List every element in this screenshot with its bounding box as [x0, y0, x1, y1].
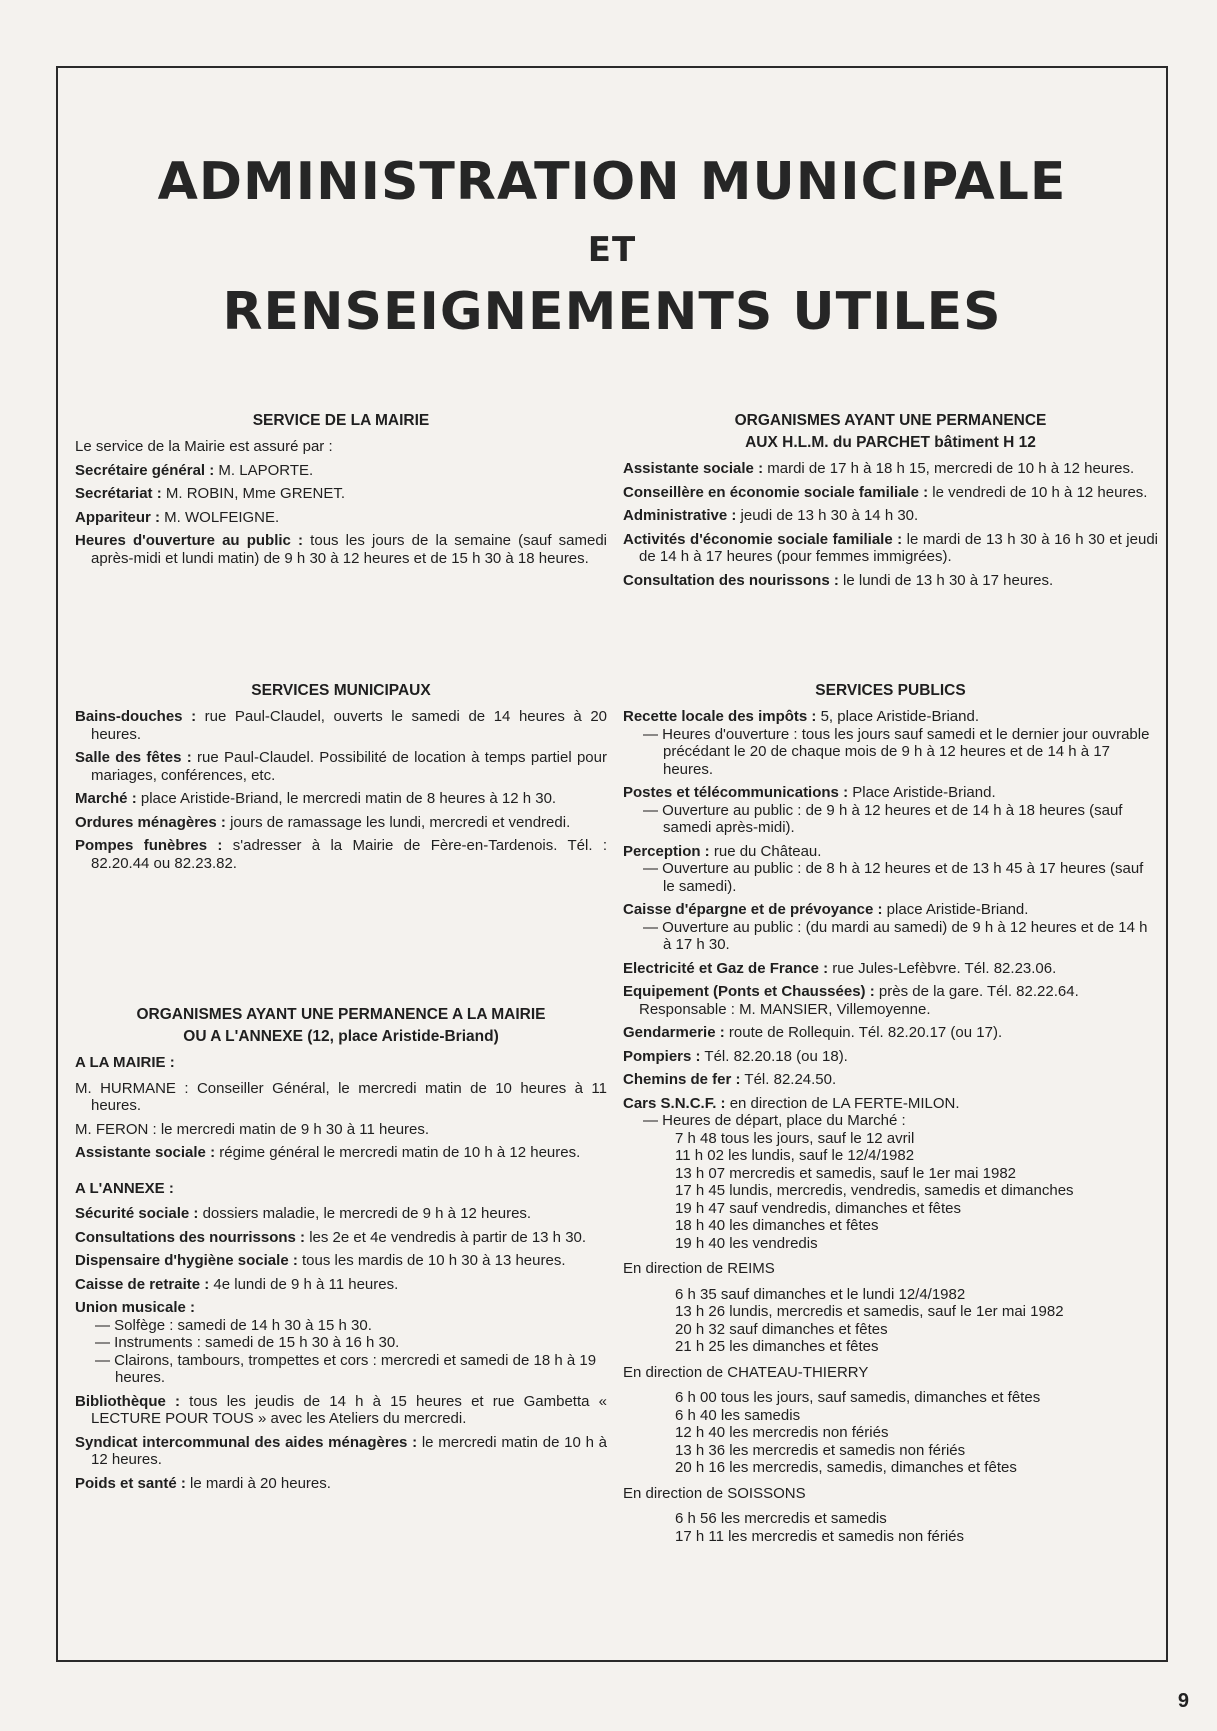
municipal-service-item: Bains-douches : rue Paul-Claudel, ouverts le samedi de 14 heures à 20 heures. — [75, 708, 607, 743]
departure-time: 20 h 32 sauf dimanches et fêtes — [675, 1320, 888, 1338]
entry-recette-detail: — Heures d'ouverture : tous les jours sauf samedi et le dernier jour ouvrable précédant le 20 de chaque mois de 9 h à 12 heures et de 14 h à 17 heures. — [643, 725, 1150, 778]
departure-time: 13 h 07 mercredis et samedis, sauf le 1er mai 1982 — [675, 1164, 1017, 1182]
annexe-permanence-item: Bibliothèque : tous les jeudis de 14 h à 15 heures et rue Gambetta « LECTURE POUR TOUS » avec les Ateliers du mercredi. — [75, 1392, 607, 1427]
section-heading: SERVICES PUBLICS — [815, 682, 966, 699]
annexe-permanence-item: Poids et santé : le mardi à 20 heures. — [75, 1474, 331, 1492]
entry-postes-detail: — Ouverture au public : de 9 h à 12 heures et de 14 h à 18 heures (sauf samedi après-midi). — [643, 801, 1123, 836]
page-title-line1: ADMINISTRATION MUNICIPALE — [157, 152, 1067, 212]
entry-perception: Perception : rue du Château. — [623, 842, 822, 860]
section-services-publics — [623, 680, 1158, 1545]
mairie-intro: Le service de la Mairie est assuré par : — [75, 438, 333, 455]
subheading-a-l-annexe: A L'ANNEXE : — [75, 1179, 174, 1197]
section-heading: ORGANISMES AYANT UNE PERMANENCE A LA MAIRIE — [136, 1006, 546, 1023]
departure-time: 6 h 35 sauf dimanches et le lundi 12/4/1982 — [675, 1285, 966, 1303]
direction-reims: En direction de REIMS — [623, 1260, 775, 1277]
hlm-item: Activités d'économie sociale familiale : le mardi de 13 h 30 à 16 h 30 et jeudi de 14 h à 17 heures (pour femmes immigrées). — [623, 530, 1158, 565]
hlm-item: Assistante sociale : mardi de 17 h à 18 h 15, mercredi de 10 h à 12 heures. — [623, 460, 1135, 477]
section-permanence-mairie — [75, 1004, 607, 1498]
section-heading: ORGANISMES AYANT UNE PERMANENCE — [734, 412, 1047, 429]
mairie-item: Heures d'ouverture au public : tous les jours de la semaine (sauf samedi après-midi et lundi matin) de 9 h 30 à 12 heures et de 15 h 30 à 18 heures. — [75, 532, 608, 567]
entry-caisse-detail: — Ouverture au public : (du mardi au samedi) de 9 h à 12 heures et de 14 h à 17 h 30. — [643, 918, 1148, 953]
entry-cars: Cars S.N.C.F. : en direction de LA FERTE-MILON. — [623, 1094, 960, 1112]
section-heading-2: OU A L'ANNEXE (12, place Aristide-Briand) — [183, 1028, 499, 1045]
departure-time: 18 h 40 les dimanches et fêtes — [675, 1217, 879, 1234]
annexe-permanence-item: Caisse de retraite : 4e lundi de 9 h à 11 heures. — [75, 1275, 399, 1293]
departure-time: 11 h 02 les lundis, sauf le 12/4/1982 — [675, 1147, 915, 1164]
entry-equipement: Equipement (Ponts et Chaussées) : près de la gare. Tél. 82.22.64. — [623, 983, 1079, 1000]
municipal-service-item: Pompes funèbres : s'adresser à la Mairie de Fère-en-Tardenois. Tél. : 82.20.44 ou 82.23.82. — [75, 837, 608, 872]
annexe-permanence-item: Syndicat intercommunal des aides ménagères : le mercredi matin de 10 h à 12 heures. — [75, 1433, 607, 1468]
section-hlm — [623, 410, 1158, 595]
direction-soissons: En direction de SOISSONS — [623, 1484, 806, 1502]
departure-time: 7 h 48 tous les jours, sauf le 12 avril — [675, 1129, 915, 1147]
entry-edf: Electricité et Gaz de France : rue Jules-Lefèbvre. Tél. 82.23.06. — [623, 959, 1057, 977]
mairie-permanence-item: Assistante sociale : régime général le mercredi matin de 10 h à 12 heures. — [75, 1144, 581, 1161]
entry-equipement-detail: Responsable : M. MANSIER, Villemoyenne. — [639, 1000, 931, 1018]
departure-time: 6 h 56 les mercredis et samedis — [675, 1510, 887, 1527]
section-heading: SERVICES MUNICIPAUX — [251, 682, 431, 699]
page-number: 9 — [1177, 1690, 1189, 1712]
entry-perception-detail: — Ouverture au public : de 8 h à 12 heures et de 13 h 45 à 17 heures (sauf le samedi). — [643, 860, 1144, 895]
hlm-item: Conseillère en économie sociale familiale : le vendredi de 10 h à 12 heures. — [623, 483, 1148, 501]
departure-time: 6 h 40 les samedis — [675, 1406, 801, 1424]
mairie-permanence-item: M. FERON : le mercredi matin de 9 h 30 à 11 heures. — [75, 1120, 430, 1138]
municipal-service-item: Marché : place Aristide-Briand, le mercredi matin de 8 heures à 12 h 30. — [75, 790, 557, 807]
union-musicale-item: — Solfège : samedi de 14 h 30 à 15 h 30. — [95, 1316, 372, 1334]
direction-chateau-thierry: En direction de CHATEAU-THIERRY — [623, 1363, 869, 1381]
entry-recette: Recette locale des impôts : 5, place Aristide-Briand. — [623, 708, 979, 725]
hlm-item: Consultation des nourissons : le lundi de 13 h 30 à 17 heures. — [623, 571, 1054, 589]
mairie-item: Appariteur : M. WOLFEIGNE. — [75, 508, 280, 526]
hlm-item: Administrative : jeudi de 13 h 30 à 14 h 30. — [623, 507, 919, 524]
departure-time: 13 h 36 les mercredis et samedis non fériés — [675, 1441, 966, 1459]
mairie-permanence-item: M. HURMANE : Conseiller Général, le mercredi matin de 10 heures à 11 heures. — [75, 1079, 607, 1114]
departure-time: 19 h 47 sauf vendredis, dimanches et fêtes — [675, 1199, 962, 1217]
subheading-a-la-mairie: A LA MAIRIE : — [75, 1054, 175, 1071]
union-musicale-item: — Clairons, tambours, trompettes et cors : mercredi et samedi de 18 h à 19 heures. — [95, 1351, 597, 1386]
departure-time: 20 h 16 les mercredis, samedis, dimanches et fêtes — [675, 1459, 1017, 1476]
section-services-municipaux — [75, 680, 607, 878]
annexe-permanence-item: Sécurité sociale : dossiers maladie, le mercredi de 9 h à 12 heures. — [75, 1205, 532, 1222]
departure-time: 6 h 00 tous les jours, sauf samedis, dimanches et fêtes — [675, 1389, 1041, 1406]
page-title-line2: ET — [587, 230, 637, 270]
section-mairie — [75, 410, 607, 573]
page-title-line3: RENSEIGNEMENTS UTILES — [222, 282, 1002, 342]
annexe-permanence-item: Consultations des nourrissons : les 2e et 4e vendredis à partir de 13 h 30. — [75, 1228, 587, 1246]
departure-time: 12 h 40 les mercredis non fériés — [675, 1424, 889, 1441]
mairie-item: Secrétariat : M. ROBIN, Mme GRENET. — [75, 485, 346, 502]
section-heading-2: AUX H.L.M. du PARCHET bâtiment H 12 — [745, 434, 1036, 451]
entry-pompiers: Pompiers : Tél. 82.20.18 (ou 18). — [623, 1047, 848, 1065]
mairie-item: Secrétaire général : M. LAPORTE. — [75, 461, 314, 479]
section-heading: SERVICE DE LA MAIRIE — [252, 412, 430, 429]
municipal-service-item: Ordures ménagères : jours de ramassage les lundi, mercredi et vendredi. — [75, 813, 571, 831]
annexe-permanence-item: Dispensaire d'hygiène sociale : tous les mardis de 10 h 30 à 13 heures. — [75, 1252, 566, 1269]
departure-time: 13 h 26 lundis, mercredis et samedis, sauf le 1er mai 1982 — [675, 1303, 1064, 1320]
entry-cars-detail: — Heures de départ, place du Marché : — [643, 1112, 906, 1129]
union-musicale-item: — Instruments : samedi de 15 h 30 à 16 h 30. — [95, 1334, 400, 1351]
departure-time: 19 h 40 les vendredis — [675, 1234, 818, 1252]
union-musicale-label: Union musicale : — [75, 1299, 196, 1316]
departure-time: 17 h 11 les mercredis et samedis non fériés — [675, 1527, 965, 1545]
entry-gendarmerie: Gendarmerie : route de Rollequin. Tél. 82.20.17 (ou 17). — [623, 1024, 1003, 1041]
entry-chemins: Chemins de fer : Tél. 82.24.50. — [623, 1071, 837, 1088]
entry-caisse: Caisse d'épargne et de prévoyance : place Aristide-Briand. — [623, 901, 1029, 918]
departure-time: 21 h 25 les dimanches et fêtes — [675, 1338, 879, 1355]
departure-time: 17 h 45 lundis, mercredis, vendredis, samedis et dimanches — [675, 1182, 1074, 1199]
entry-postes: Postes et télécommunications : Place Aristide-Briand. — [623, 784, 996, 801]
municipal-service-item: Salle des fêtes : rue Paul-Claudel. Possibilité de location à temps partiel pour mariages, conférences, etc. — [75, 749, 607, 784]
